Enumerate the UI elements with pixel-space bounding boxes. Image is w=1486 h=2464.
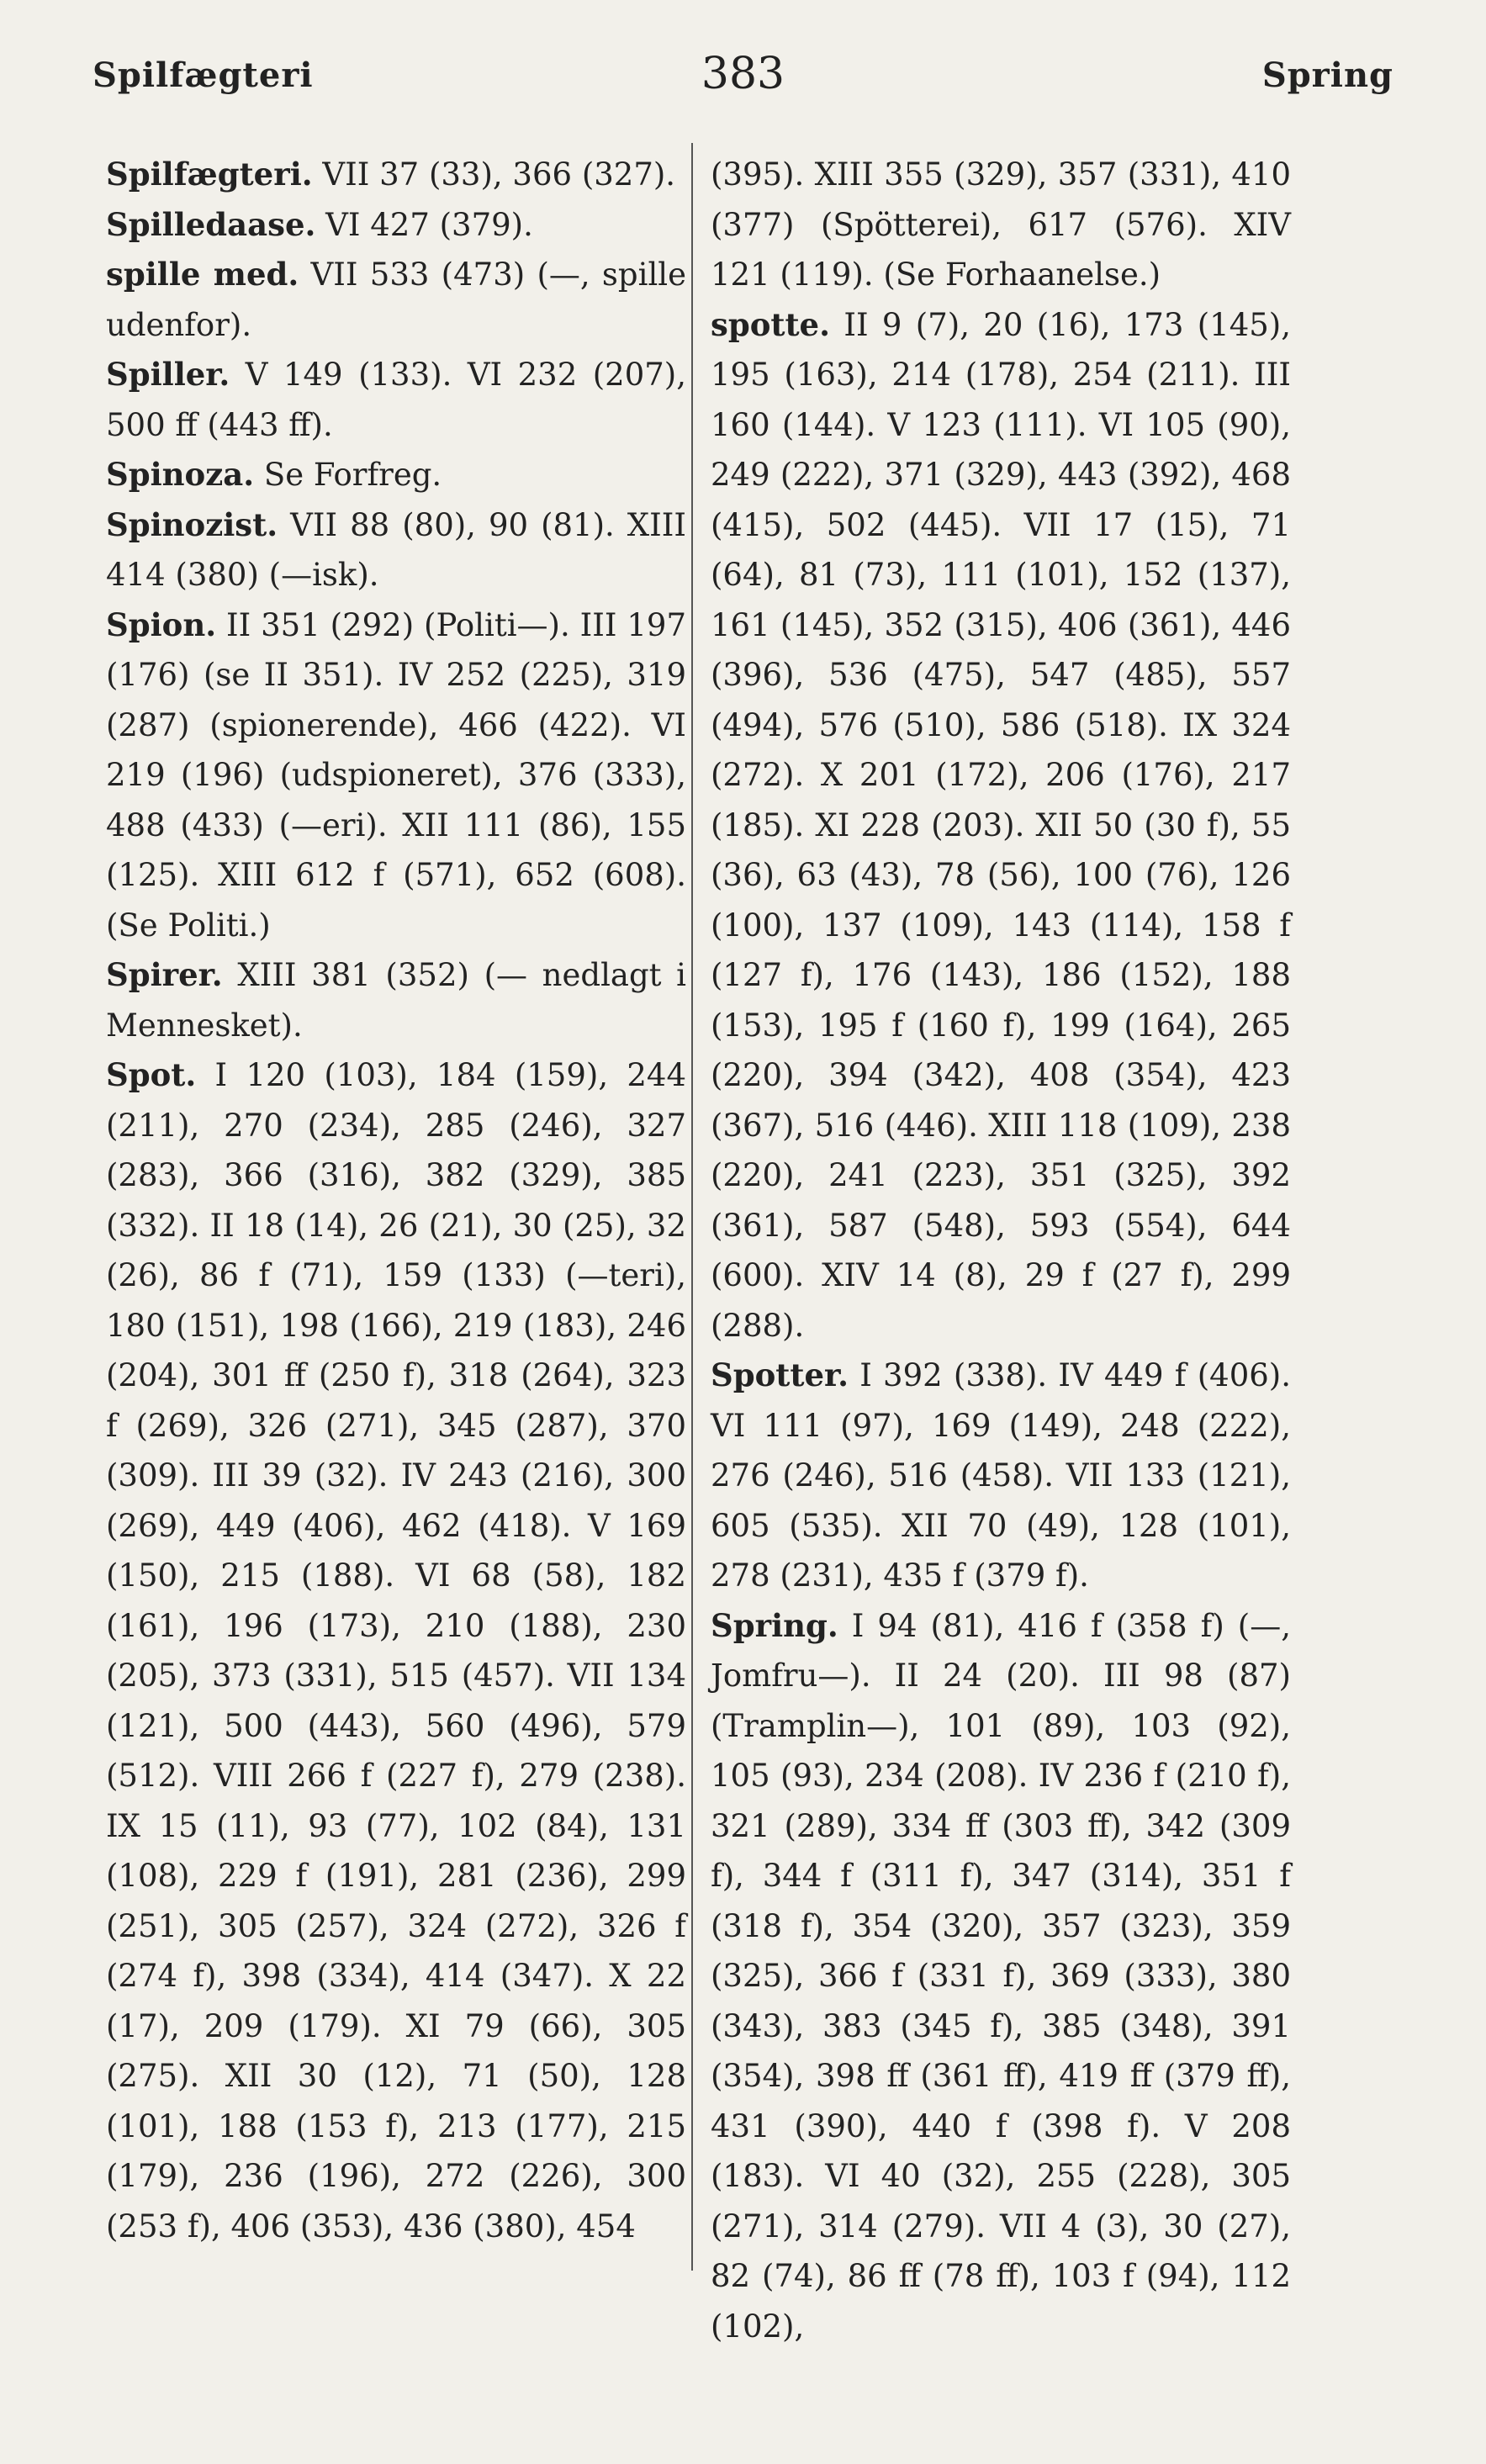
index-entry xyxy=(711,1601,1291,2352)
entry-headword: Spiller. xyxy=(106,356,230,393)
entry-text: I 120 (103), 184 (159), 244 (211), 270 (234), 285 (246), 327 (283), 366 (316), 382 (329), 385 (332). II 18 (14), 26 (21), 30 (25), 32 (26), 86 f (71), 159 (133) (—teri), 180 (151), 198 (166), 219 (183), 246 (204), 301 ff (250 f), 318 (264), 323 f (269), 326 (271), 345 (287), 370 (309). III 39 (32). IV 243 (216), 300 (269), 449 (406), 462 (418). V 169 (150), 215 (188). VI 68 (58), 182 (161), 196 (173), 210 (188), 230 (205), 373 (331), 515 (457). VII 134 (121), 500 (443), 560 (496), 579 (512). VIII 266 f (227 f), 279 (238). IX 15 (11), 93 (77), 102 (84), 131 (108), 229 f (191), 281 (236), 299 (251), 305 (257), 324 (272), 326 f (274 f), 398 (334), 414 (347). X 22 (17), 209 (179). XI 79 (66), 305 (275). XII 30 (12), 71 (50), 128 (101), 188 (153 f), 213 (177), 215 (179), 236 (196), 272 (226), 300 (253 f), 406 (353), 436 (380), 454 xyxy=(106,1057,686,2245)
index-entry xyxy=(711,300,1291,1351)
index-entry xyxy=(106,200,686,251)
entry-headword: Spring. xyxy=(711,1606,838,1644)
running-head-left: Spilfægteri xyxy=(93,56,314,95)
entry-headword: spille med. xyxy=(106,256,299,293)
entry-text: VII 88 (80), 90 (81). XIII 414 (380) (—isk). xyxy=(106,506,686,593)
index-entry xyxy=(106,450,686,500)
index-entry xyxy=(106,1050,686,2251)
entry-text: VII 37 (33), 366 (327). xyxy=(312,156,676,193)
index-entry xyxy=(106,500,686,600)
entry-text: II 9 (7), 20 (16), 173 (145), 195 (163), 214 (178), 254 (211). III 160 (144). V 123 (111). VI 105 (90), 249 (222), 371 (329), 443 (392), 468 (415), 502 (445). VII 17 (15), 71 (64), 81 (73), 111 (101), 152 (137), 161 (145), 352 (315), 406 (361), 446 (396), 536 (475), 547 (485), 557 (494), 576 (510), 586 (518). IX 324 (272). X 201 (172), 206 (176), 217 (185). XI 228 (203). XII 50 (30 f), 55 (36), 63 (43), 78 (56), 100 (76), 126 (100), 137 (109), 143 (114), 158 f (127 f), 176 (143), 186 (152), 188 (153), 195 f (160 f), 199 (164), 265 (220), 394 (342), 408 (354), 423 (367), 516 (446). XIII 118 (109), 238 (220), 241 (223), 351 (325), 392 (361), 587 (548), 593 (554), 644 (600). XIV 14 (8), 29 f (27 f), 299 (288). xyxy=(711,306,1291,1344)
right-column xyxy=(711,150,1291,2351)
entry-text: I 392 (338). IV 449 f (406). VI 111 (97), 169 (149), 248 (222), 276 (246), 516 (458). VII 133 (121), 605 (535). XII 70 (49), 128 (101), 278 (231), 435 f (379 f). xyxy=(711,1357,1291,1594)
running-head xyxy=(93,49,1393,99)
entry-headword: Spot. xyxy=(106,1056,197,1093)
entry-text: I 94 (81), 416 f (358 f) (—, Jomfru—). II 24 (20). III 98 (87) (Tramplin—), 101 (89), 103 (92), 105 (93), 234 (208). IV 236 f (210 f), 321 (289), 334 ff (303 ff), 342 (309 f), 344 f (311 f), 347 (314), 351 f (318 f), 354 (320), 357 (323), 359 (325), 366 f (331 f), 369 (333), 380 (343), 383 (345 f), 385 (348), 391 (354), 398 ff (361 ff), 419 ff (379 ff), 431 (390), 440 f (398 f). V 208 (183). VI 40 (32), 255 (228), 305 (271), 314 (279). VII 4 (3), 30 (27), 82 (74), 86 ff (78 ff), 103 f (94), 112 (102), xyxy=(711,1607,1291,2345)
entry-text: VI 427 (379). xyxy=(315,206,533,243)
left-column xyxy=(106,150,686,2251)
entry-headword: spotte. xyxy=(711,305,830,343)
entry-headword: Spinoza. xyxy=(106,456,255,493)
entry-headword: Spilledaase. xyxy=(106,205,316,243)
entry-text: XIII 381 (352) (— nedlagt i Mennesket). xyxy=(106,957,686,1044)
entry-headword: Spinozist. xyxy=(106,505,278,543)
index-entry xyxy=(106,600,686,951)
index-entry-continued xyxy=(711,150,1291,300)
index-entry xyxy=(711,1351,1291,1601)
index-entry xyxy=(106,350,686,450)
index-entry xyxy=(106,250,686,350)
index-entry xyxy=(106,150,686,200)
entry-headword: Spirer. xyxy=(106,956,223,993)
entry-text: Se Forfreg. xyxy=(254,457,442,493)
entry-text: VII 533 (473) (—, spille udenfor). xyxy=(106,256,687,343)
entry-headword: Spilfægteri. xyxy=(106,156,313,193)
entry-headword: Spion. xyxy=(106,605,217,643)
entry-text: (395). XIII 355 (329), 357 (331), 410 (377) (Spötterei), 617 (576). XIV 121 (119). (Se Forhaanelse.) xyxy=(711,156,1291,293)
entry-headword: Spotter. xyxy=(711,1356,849,1393)
index-entry xyxy=(106,950,686,1050)
entry-text: II 351 (292) (Politi—). III 197 (176) (se II 351). IV 252 (225), 319 (287) (spionerende), 466 (422). VI 219 (196) (udspioneret), 376 (333), 488 (433) (—eri). XII 111 (86), 155 (125). XIII 612 f (571), 652 (608). (Se Politi.) xyxy=(106,606,686,944)
entry-text: V 149 (133). VI 232 (207), 500 ff (443 ff). xyxy=(106,357,686,443)
column-divider xyxy=(691,143,693,2271)
page-number: 383 xyxy=(701,49,785,99)
running-head-right: Spring xyxy=(1261,56,1393,95)
